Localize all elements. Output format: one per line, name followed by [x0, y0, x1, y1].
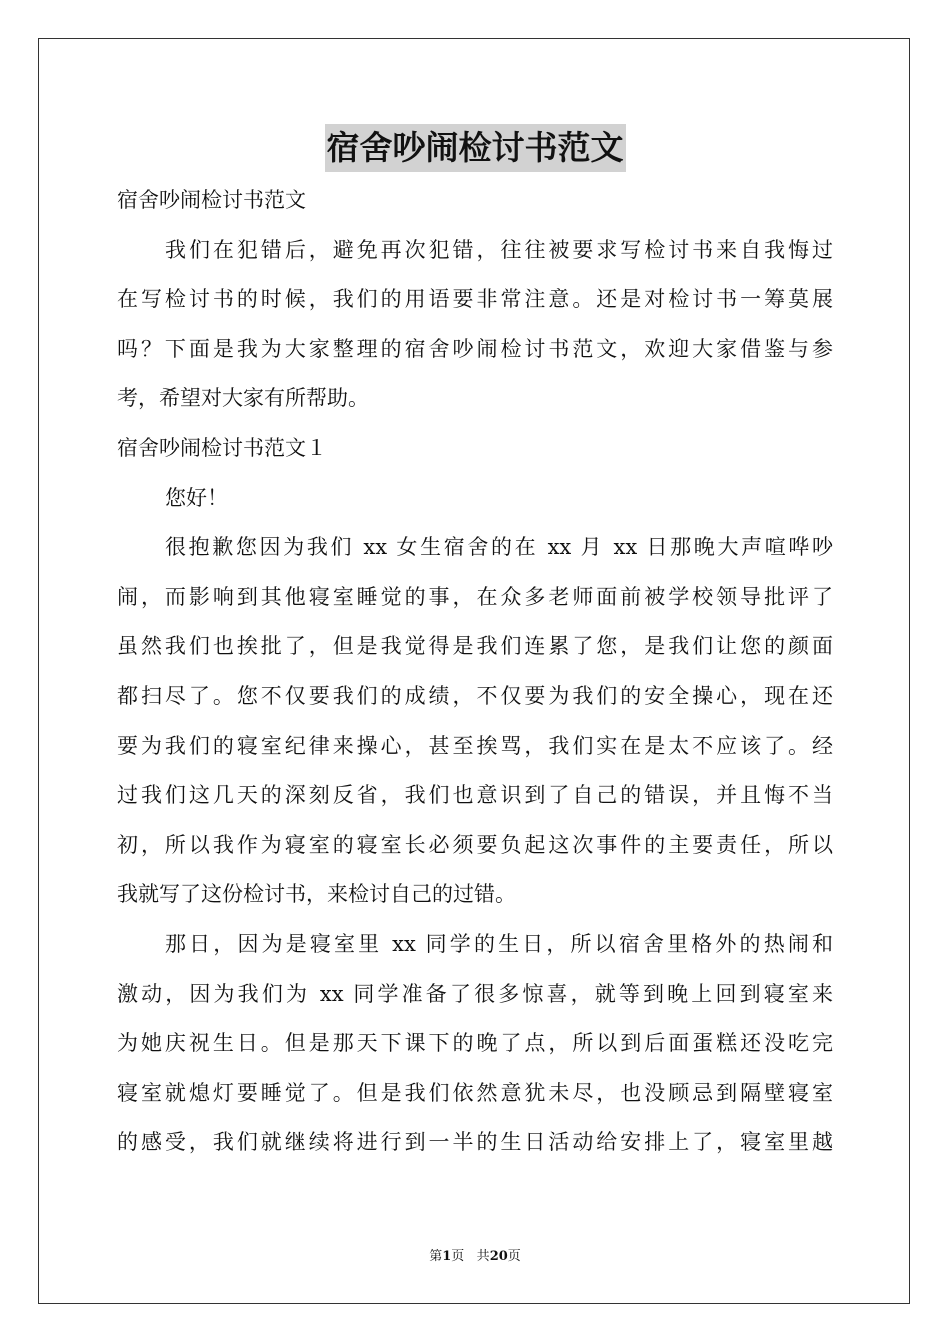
title-area: [0, 124, 950, 172]
text-line: 在写检讨书的时候，我们的用语要非常注意。还是对检讨书一筹莫展: [117, 287, 833, 312]
footer-page-suffix: 页: [451, 1249, 465, 1264]
footer-total-pages: 20: [489, 1249, 508, 1264]
text-line: 都扫尽了。您不仅要我们的成绩，不仅要为我们的安全操心，现在还: [117, 683, 833, 708]
footer-total-prefix: 共: [476, 1249, 490, 1264]
footer-total-suffix: 页: [507, 1249, 521, 1264]
text-line: 寝室就熄灯要睡觉了。但是我们依然意犹未尽，也没顾忌到隔壁寝室: [117, 1080, 833, 1105]
text-line: 的感受，我们就继续将进行到一半的生日活动给安排上了，寝室里越: [117, 1130, 833, 1155]
document-body: [117, 176, 833, 1168]
footer-page-number: 1: [442, 1249, 452, 1264]
text-line: 为她庆祝生日。但是那天下课下的晚了点，所以到后面蛋糕还没吃完: [117, 1031, 833, 1056]
text-line: 闹，而影响到其他寝室睡觉的事，在众多老师面前被学校领导批评了: [117, 584, 833, 609]
text-line: 您好！: [165, 485, 228, 510]
text-line: 宿舍吵闹检讨书范文: [117, 188, 306, 212]
text-line: 初，所以我作为寝室的寝室长必须要负起这次事件的主要责任，所以: [117, 832, 833, 857]
text-line: 过我们这几天的深刻反省，我们也意识到了自己的错误，并且悔不当: [117, 783, 833, 808]
text-line: 虽然我们也挨批了，但是我觉得是我们连累了您，是我们让您的颜面: [117, 634, 833, 659]
text-line: 考，希望对大家有所帮助。: [117, 386, 369, 411]
text-line: 我就写了这份检讨书，来检讨自己的过错。: [117, 882, 516, 907]
text-line: 要为我们的寝室纪律来操心，甚至挨骂，我们实在是太不应该了。经: [117, 733, 833, 758]
page-footer: [0, 1248, 950, 1266]
text-line: 吗？下面是我为大家整理的宿舍吵闹检讨书范文，欢迎大家借鉴与参: [117, 336, 833, 361]
text-line: 那日，因为是寝室里 xx 同学的生日，所以宿舍里格外的热闹和: [165, 931, 833, 956]
text-line: 很抱歉您因为我们 xx 女生宿舍的在 xx 月 xx 日那晚大声喧哗吵: [165, 535, 833, 560]
document-title: 宿舍吵闹检讨书范文: [325, 124, 626, 172]
text-line: 宿舍吵闹检讨书范文１: [117, 435, 327, 460]
text-line: 我们在犯错后，避免再次犯错，往往被要求写检讨书来自我悔过: [165, 237, 833, 262]
text-line: 激动，因为我们为 xx 同学准备了很多惊喜，就等到晚上回到寝室来: [117, 981, 833, 1006]
footer-page-prefix: 第: [429, 1249, 443, 1264]
